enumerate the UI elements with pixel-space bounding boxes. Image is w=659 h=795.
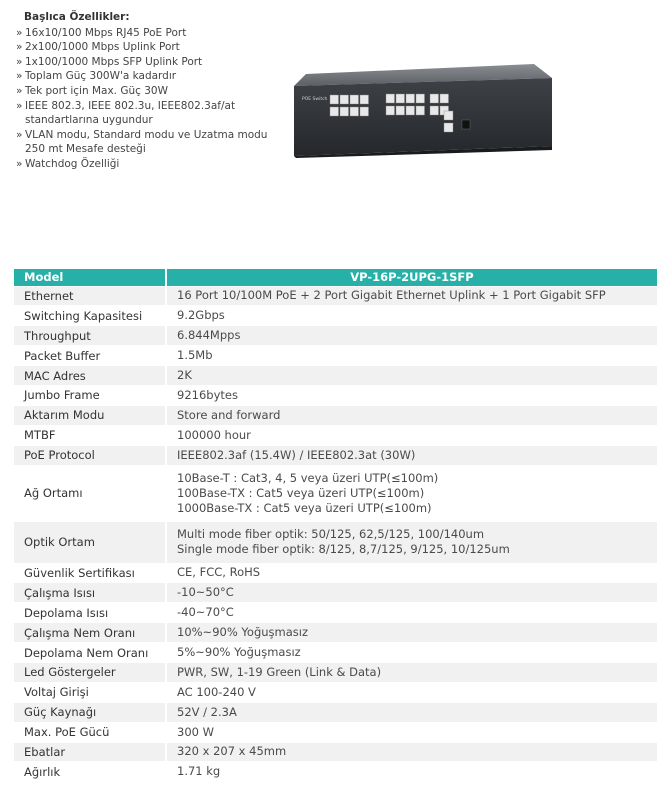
spec-row bbox=[14, 405, 657, 425]
spec-table bbox=[14, 269, 657, 782]
feature-text: 2x100/1000 Mbps Uplink Port bbox=[25, 41, 180, 54]
spec-value bbox=[166, 682, 657, 702]
feature-text: 1x100/1000 Mbps SFP Uplink Port bbox=[25, 55, 203, 68]
spec-label: Depolama Isısı bbox=[14, 603, 166, 623]
rj45-port bbox=[386, 94, 395, 103]
spec-value bbox=[166, 521, 657, 563]
spec-value-line: 320 x 207 x 45mm bbox=[177, 744, 287, 759]
spec-value-line: 10Base-T : Cat3, 4, 5 veya üzeri UTP(≤100m) bbox=[177, 470, 439, 485]
spec-label: Depolama Nem Oranı bbox=[14, 643, 166, 663]
spec-label: Ethernet bbox=[14, 286, 166, 306]
spec-label: Switching Kapasitesi bbox=[14, 306, 166, 326]
spec-label: Packet Buffer bbox=[14, 346, 166, 366]
spec-value-line: 52V / 2.3A bbox=[177, 704, 237, 719]
rj45-port bbox=[440, 94, 449, 103]
spec-value-line: PWR, SW, 1-19 Green (Link & Data) bbox=[177, 664, 382, 679]
spec-label: Optik Ortam bbox=[14, 521, 166, 563]
spec-value-line: Single mode fiber optik: 8/125, 8,7/125, 9/125, 10/125um bbox=[177, 542, 510, 557]
bullet-icon: » bbox=[16, 70, 23, 83]
feature-text: VLAN modu, Standard modu ve Uzatma modu 250 mt Mesafe desteği bbox=[25, 128, 268, 156]
spec-value bbox=[166, 583, 657, 603]
spec-label: Max. PoE Gücü bbox=[14, 722, 166, 742]
spec-row bbox=[14, 346, 657, 366]
rj45-port bbox=[350, 107, 359, 116]
spec-row bbox=[14, 286, 657, 306]
spec-value bbox=[166, 702, 657, 722]
spec-row bbox=[14, 326, 657, 346]
spec-value-line: 1000Base-TX : Cat5 veya üzeri UTP(≤100m) bbox=[177, 500, 432, 515]
spec-value-line: Store and forward bbox=[177, 407, 281, 422]
spec-row bbox=[14, 603, 657, 623]
spec-value-line: 2K bbox=[177, 368, 192, 382]
spec-row bbox=[14, 521, 657, 563]
spec-value bbox=[166, 662, 657, 682]
spec-value bbox=[166, 603, 657, 623]
feature-text: Watchdog Özelliği bbox=[25, 157, 120, 170]
spec-row bbox=[14, 583, 657, 603]
feature-item bbox=[16, 84, 276, 99]
rj45-port bbox=[330, 107, 339, 116]
rj45-port bbox=[416, 106, 425, 115]
spec-label: MAC Adres bbox=[14, 366, 166, 386]
rj45-port bbox=[444, 123, 453, 132]
rj45-port bbox=[386, 106, 395, 115]
spec-value-line: 1.71 kg bbox=[177, 764, 221, 779]
spec-label: Çalışma Isısı bbox=[14, 583, 166, 603]
spec-value-line: 6.844Mpps bbox=[177, 328, 241, 343]
feature-item bbox=[16, 99, 276, 128]
bullet-icon: » bbox=[16, 26, 23, 39]
spec-row bbox=[14, 662, 657, 682]
feature-text: IEEE 802.3, IEEE 802.3u, IEEE802.3af/at standartlarına uygundur bbox=[25, 99, 236, 127]
spec-row bbox=[14, 366, 657, 386]
spec-value-line: AC 100-240 V bbox=[177, 684, 256, 699]
rj45-port bbox=[340, 95, 349, 104]
bullet-icon: » bbox=[16, 157, 23, 170]
spec-value-line: 100000 hour bbox=[177, 427, 251, 442]
spec-value-line: CE, FCC, RoHS bbox=[177, 565, 261, 580]
spec-value bbox=[166, 346, 657, 366]
feature-item bbox=[16, 26, 276, 41]
spec-row bbox=[14, 425, 657, 445]
spec-value bbox=[166, 366, 657, 386]
spec-row bbox=[14, 465, 657, 521]
spec-value bbox=[166, 742, 657, 762]
rj45-port bbox=[330, 95, 339, 104]
spec-row bbox=[14, 722, 657, 742]
spec-row bbox=[14, 385, 657, 405]
spec-value bbox=[166, 306, 657, 326]
spec-value bbox=[166, 425, 657, 445]
spec-value-line: -40~70°C bbox=[177, 605, 234, 620]
rj45-port bbox=[360, 95, 369, 104]
spec-label: Çalışma Nem Oranı bbox=[14, 623, 166, 643]
bullet-icon: » bbox=[16, 128, 23, 141]
rj45-port bbox=[360, 107, 369, 116]
spec-label: Aktarım Modu bbox=[14, 405, 166, 425]
spec-label: MTBF bbox=[14, 425, 166, 445]
spec-table-header bbox=[14, 269, 657, 286]
spec-row bbox=[14, 682, 657, 702]
spec-label: Voltaj Girişi bbox=[14, 682, 166, 702]
rj45-port bbox=[406, 94, 415, 103]
rj45-port bbox=[430, 106, 439, 115]
spec-row bbox=[14, 445, 657, 465]
spec-value-line: -10~50°C bbox=[177, 585, 234, 600]
feature-text: Tek port için Max. Güç 30W bbox=[25, 84, 168, 97]
features-list bbox=[16, 10, 276, 172]
spec-value-line: 100Base-TX : Cat5 veya üzeri UTP(≤100m) bbox=[177, 485, 425, 500]
bullet-icon: » bbox=[16, 99, 23, 112]
spec-value bbox=[166, 643, 657, 663]
spec-label: Güvenlik Sertifikası bbox=[14, 563, 166, 583]
spec-row bbox=[14, 742, 657, 762]
rj45-port bbox=[350, 95, 359, 104]
rj45-port bbox=[396, 94, 405, 103]
spec-label: Ağırlık bbox=[14, 762, 166, 782]
spec-value bbox=[166, 286, 657, 306]
rj45-port bbox=[406, 106, 415, 115]
bullet-icon: » bbox=[16, 55, 23, 68]
rj45-port bbox=[340, 107, 349, 116]
feature-item bbox=[16, 128, 276, 157]
spec-value-line: 5%~90% Yoğuşmasız bbox=[177, 645, 301, 660]
rj45-port bbox=[430, 94, 439, 103]
rj45-port bbox=[396, 106, 405, 115]
sfp-port bbox=[462, 120, 470, 129]
spec-row bbox=[14, 702, 657, 722]
spec-label: Led Göstergeler bbox=[14, 662, 166, 682]
model-label: Model bbox=[14, 269, 166, 286]
product-label: POE Switch bbox=[302, 97, 328, 102]
spec-value bbox=[166, 326, 657, 346]
model-value: VP-16P-2UPG-1SFP bbox=[166, 269, 657, 286]
rj45-port bbox=[444, 111, 453, 120]
spec-value-line: 1.5Mb bbox=[177, 348, 213, 363]
spec-value bbox=[166, 465, 657, 521]
spec-value bbox=[166, 445, 657, 465]
feature-text: Toplam Güç 300W'a kadardır bbox=[25, 70, 177, 83]
spec-value bbox=[166, 762, 657, 782]
spec-label: PoE Protocol bbox=[14, 445, 166, 465]
features-heading: Başlıca Özellikler: bbox=[24, 11, 130, 23]
rj45-port bbox=[416, 94, 425, 103]
spec-row bbox=[14, 623, 657, 643]
spec-value-line: 9216bytes bbox=[177, 387, 238, 402]
spec-row bbox=[14, 643, 657, 663]
spec-value bbox=[166, 722, 657, 742]
spec-row bbox=[14, 563, 657, 583]
spec-label: Güç Kaynağı bbox=[14, 702, 166, 722]
bullet-icon: » bbox=[16, 84, 23, 97]
product-image bbox=[286, 62, 554, 158]
feature-text: 16x10/100 Mbps RJ45 PoE Port bbox=[25, 26, 187, 39]
spec-value-line: IEEE802.3af (15.4W) / IEEE802.3at (30W) bbox=[177, 447, 416, 462]
spec-value bbox=[166, 385, 657, 405]
spec-row bbox=[14, 306, 657, 326]
spec-row bbox=[14, 762, 657, 782]
feature-item bbox=[16, 69, 276, 84]
features-items bbox=[16, 26, 276, 172]
feature-item bbox=[16, 55, 276, 70]
spec-label: Throughput bbox=[14, 326, 166, 346]
spec-label: Ağ Ortamı bbox=[14, 465, 166, 521]
spec-value bbox=[166, 623, 657, 643]
spec-value-line: 300 W bbox=[177, 724, 214, 739]
spec-value-line: 10%~90% Yoğuşmasız bbox=[177, 625, 308, 640]
spec-label: Jumbo Frame bbox=[14, 385, 166, 405]
spec-value-line: 9.2Gbps bbox=[177, 308, 225, 323]
spec-value-line: Multi mode fiber optik: 50/125, 62,5/125, 100/140um bbox=[177, 527, 485, 542]
bullet-icon: » bbox=[16, 41, 23, 54]
spec-value bbox=[166, 405, 657, 425]
spec-value bbox=[166, 563, 657, 583]
feature-item bbox=[16, 40, 276, 55]
spec-label: Ebatlar bbox=[14, 742, 166, 762]
spec-value-line: 16 Port 10/100M PoE + 2 Port Gigabit Ethernet Uplink + 1 Port Gigabit SFP bbox=[177, 288, 606, 303]
feature-item bbox=[16, 157, 276, 172]
